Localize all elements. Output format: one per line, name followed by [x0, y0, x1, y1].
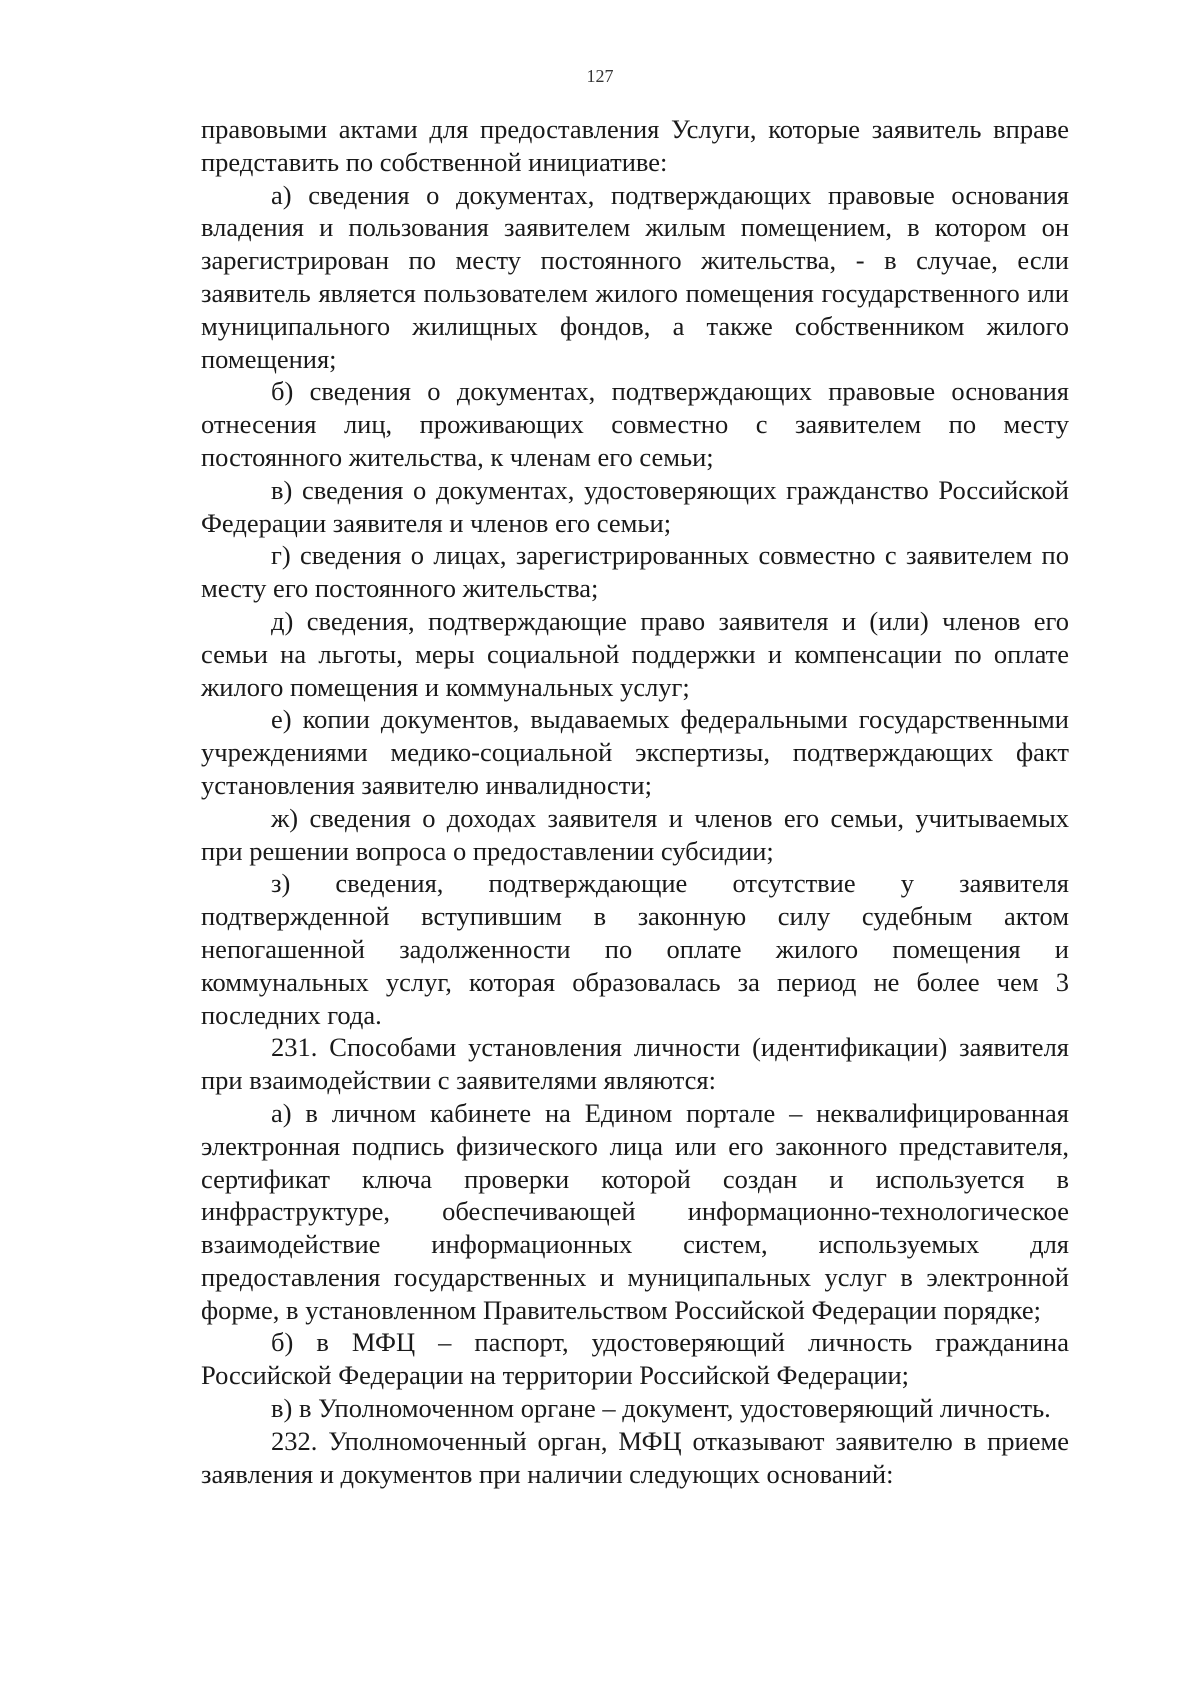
paragraph-item-d: д) сведения, подтверждающие право заявителя и (или) членов его семьи на льготы, меры социальной поддержки и компенсации по оплате жилого помещения и коммунальных услуг; [201, 605, 1069, 702]
paragraph-item-zh: ж) сведения о доходах заявителя и членов его семьи, учитываемых при решении вопроса о предоставлении субсидии; [201, 802, 1069, 866]
page-number: 127 [586, 66, 614, 86]
paragraph-232: 232. Уполномоченный орган, МФЦ отказывают заявителю в приеме заявления и документов при наличии следующих оснований: [201, 1425, 1069, 1489]
paragraph-231: 231. Способами установления личности (идентификации) заявителя при взаимодействии с заявителями являются: [201, 1032, 1069, 1096]
paragraph-item-e: е) копии документов, выдаваемых федеральными государственными учреждениями медико-социальной экспертизы, подтверждающих факт установления заявителю инвалидности; [201, 704, 1069, 800]
paragraph-item-a: а) сведения о документах, подтверждающих правовые основания владения и пользования заявителем жилым помещением, в котором он зарегистрирован по месту постоянного жительства, - в случае, если заявитель является пользователем жилого помещения государственного или муниципального жилищных фондов, а также собственником жилого помещения; [201, 179, 1069, 374]
paragraph-item-z: з) сведения, подтверждающие отсутствие у заявителя подтвержденной вступившим в законную силу судебным актом непогашенной задолженности по оплате жилого помещения и коммунальных услуг, которая образовалась за период не более чем 3 последних года. [201, 868, 1069, 1030]
paragraph-231-a: а) в личном кабинете на Едином портале – неквалифицированная электронная подпись физического лица или его законного представителя, сертификат ключа проверки которой создан и используется в инфраструктуре, обеспечивающей информационно-технологическое взаимодействие информационных систем, используемых для предоставления государственных и муниципальных услуг в электронной форме, в установленном Правительством Российской Федерации порядке; [201, 1097, 1069, 1325]
paragraph-item-g: г) сведения о лицах, зарегистрированных совместно с заявителем по месту его постоянного жительства; [201, 540, 1069, 604]
paragraph-item-b: б) сведения о документах, подтверждающих правовые основания отнесения лиц, проживающих совместно с заявителем по месту постоянного жительства, к членам его семьи; [201, 376, 1069, 472]
document-body [201, 113, 1069, 1490]
paragraph-231-b: б) в МФЦ – паспорт, удостоверяющий личность гражданина Российской Федерации на территории Российской Федерации; [201, 1327, 1069, 1391]
paragraph-item-v: в) сведения о документах, удостоверяющих гражданство Российской Федерации заявителя и членов его семьи; [201, 474, 1069, 538]
paragraph-231-v: в) в Уполномоченном органе – документ, удостоверяющий личность. [271, 1393, 1051, 1424]
paragraph-continuation: правовыми актами для предоставления Услуги, которые заявитель вправе представить по собственной инициативе: [201, 114, 1069, 177]
